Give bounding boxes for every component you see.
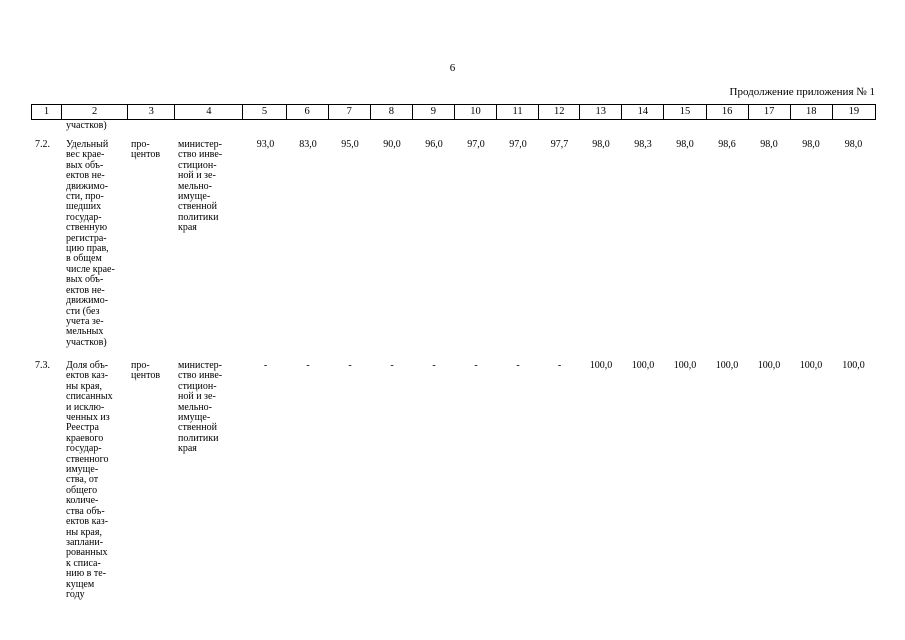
column-header: 8 xyxy=(370,105,412,120)
column-header: 11 xyxy=(497,105,539,120)
value-cell: 98,0 xyxy=(760,139,778,150)
row-number: 7.3. xyxy=(35,360,50,371)
value-cell: - xyxy=(348,360,352,371)
column-header: 6 xyxy=(286,105,328,120)
column-header: 19 xyxy=(832,105,875,120)
value-cell: 97,0 xyxy=(509,139,527,150)
indicator-name: Удельный вес крае- вых объ- ектов не- движимо- сти, про- шедших государ- ственную регистра- цию прав, в общем числе крае- вых объ- ектов не- движимо- сти (без учета зе- мельных участков) xyxy=(66,139,115,348)
column-header: 14 xyxy=(622,105,664,120)
value-cell: 97,7 xyxy=(550,139,569,150)
value-cell: 98,0 xyxy=(676,139,694,150)
value-cell: - xyxy=(474,360,478,371)
value-cell: 83,0 xyxy=(299,139,317,150)
value-cell: 98,0 xyxy=(802,139,820,150)
column-header: 15 xyxy=(664,105,706,120)
value-cell: - xyxy=(306,360,310,371)
value-cell: 97,0 xyxy=(467,139,485,150)
value-cell: 93,0 xyxy=(256,139,275,150)
column-header: 3 xyxy=(128,105,175,120)
column-header: 16 xyxy=(706,105,748,120)
responsible-executor: министер- ство инве- стицион- ной и зе- мельно- имуще- ственной политики края xyxy=(178,360,223,455)
value-cell: 98,0 xyxy=(592,139,610,150)
row-number: 7.2. xyxy=(35,139,50,150)
column-header: 1 xyxy=(32,105,62,120)
value-cell: 95,0 xyxy=(341,139,359,150)
indicator-name: Доля объ- ектов каз- ны края, списанных и исклю- ченных из Реестра краевого государ- ственного имуще- ства, от общего количе- ства объ- ектов каз- ны края, заплани- рованных к списа- нию в те- кущем году xyxy=(66,360,113,600)
column-number-header xyxy=(31,104,876,120)
value-cell: - xyxy=(557,360,562,371)
column-header: 10 xyxy=(454,105,496,120)
value-cell: 90,0 xyxy=(383,139,401,150)
column-header: 17 xyxy=(748,105,790,120)
page-number: 6 xyxy=(449,62,456,74)
value-cell: 96,0 xyxy=(425,139,443,150)
column-header: 4 xyxy=(175,105,243,120)
value-cell: - xyxy=(516,360,520,371)
value-cell: - xyxy=(390,360,394,371)
value-cell: 98,6 xyxy=(718,139,736,150)
value-cell: 100,0 xyxy=(757,360,781,371)
value-cell: 100,0 xyxy=(842,360,865,371)
column-header: 12 xyxy=(539,105,580,120)
value-cell: 100,0 xyxy=(799,360,823,371)
value-cell: 100,0 xyxy=(631,360,655,371)
column-header: 5 xyxy=(243,105,286,120)
column-header: 13 xyxy=(580,105,622,120)
continuation-label: Продолжение приложения № 1 xyxy=(729,86,875,98)
column-header: 18 xyxy=(790,105,832,120)
value-cell: 98,0 xyxy=(844,139,863,150)
value-cell: - xyxy=(432,360,436,371)
unit-of-measure: про- центов xyxy=(131,139,161,161)
value-cell: - xyxy=(263,360,268,371)
value-cell: 100,0 xyxy=(673,360,697,371)
value-cell: 100,0 xyxy=(715,360,739,371)
value-cell: 98,3 xyxy=(634,139,652,150)
column-header: 9 xyxy=(412,105,454,120)
column-header: 2 xyxy=(62,105,128,120)
carryover-text: участков) xyxy=(66,120,107,131)
responsible-executor: министер- ство инве- стицион- ной и зе- мельно- имуще- ственной политики края xyxy=(178,139,223,234)
column-header: 7 xyxy=(328,105,370,120)
unit-of-measure: про- центов xyxy=(131,360,161,382)
value-cell: 100,0 xyxy=(589,360,613,371)
